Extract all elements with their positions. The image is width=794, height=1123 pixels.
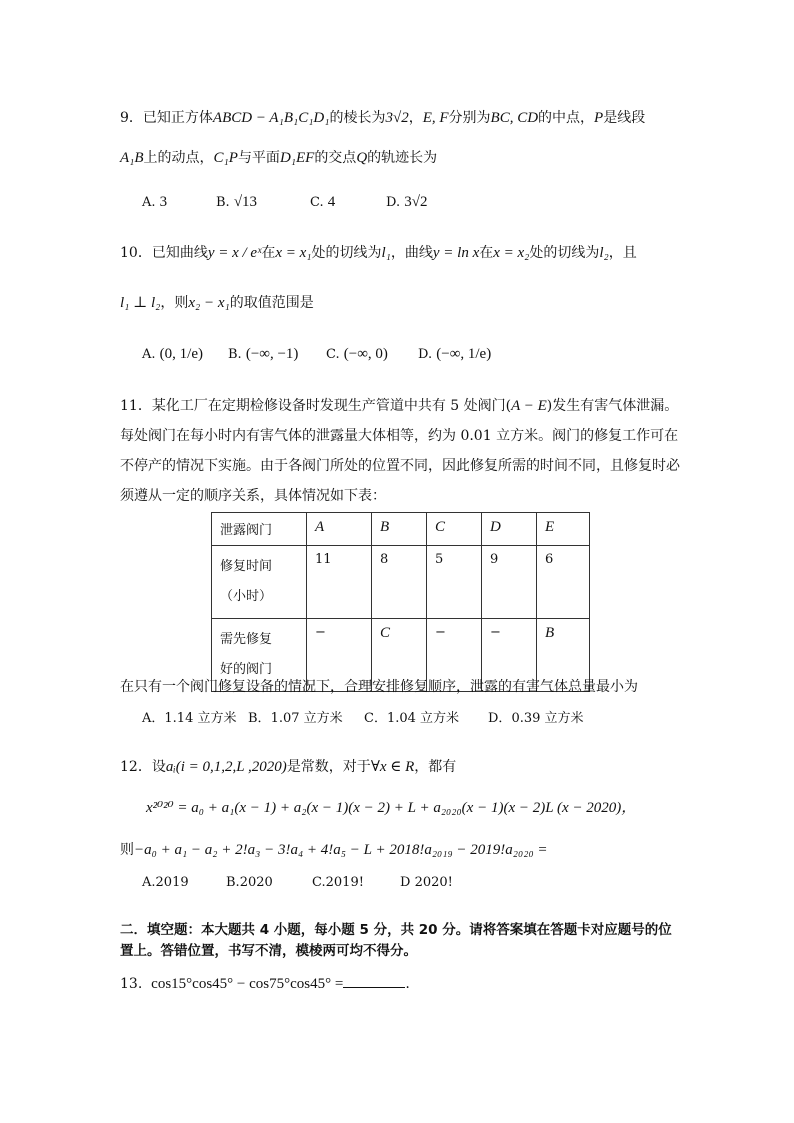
q10-text: 在 xyxy=(479,245,494,261)
q9-text: 是线段 xyxy=(603,110,646,126)
q11-line3: 不停产的情况下实施。由于各阀门所处的位置不同，因此修复所需的时间不同，且修复时必 xyxy=(120,458,680,474)
q10-x2: x = x₂ xyxy=(493,245,530,261)
q12-forall: ∀x ∈ R xyxy=(370,759,415,775)
q10-line2 xyxy=(120,293,314,313)
section2-title-line2: 置上。答错位置，书写不清，模棱两可均不得分。 xyxy=(120,943,417,959)
q11-line1 xyxy=(120,396,678,416)
cell-text: 需先修复 xyxy=(220,632,273,647)
q9-point-p: P xyxy=(594,110,604,126)
q9-edges: BC, CD xyxy=(490,110,539,126)
q10-option-b[interactable]: B. (−∞, −1) xyxy=(228,346,299,362)
q10-curve1: y = x / eˣ xyxy=(207,245,262,261)
q10-difference: x₂ − x₁ xyxy=(188,295,230,311)
q11-range: A − E xyxy=(511,398,547,414)
q12-expression: −a₀ + a₁ − a₂ + 2!a₃ − 3!a₄ + 4!a₅ − L + 2018!a₂₀₁₉ − 2019!a₂₀₂₀ = xyxy=(134,842,548,858)
q10-curve2: y = ln x xyxy=(432,245,480,261)
q12-expansion xyxy=(146,798,636,818)
table-header-cell: A xyxy=(307,513,372,546)
q10-option-d[interactable]: D. (−∞, 1/e) xyxy=(418,346,492,362)
q9-text: 上的动点， xyxy=(143,150,214,166)
q9-line1 xyxy=(120,108,645,128)
q12-option-b[interactable]: B.2020 xyxy=(226,875,273,890)
q10-number: 10．已知曲线 xyxy=(120,245,208,261)
q9-line-c1p: C₁P xyxy=(213,150,238,166)
table-header-cell: B xyxy=(372,513,427,546)
q9-cube: ABCD − A₁B₁C₁D₁ xyxy=(212,110,330,126)
q9-text: 与平面 xyxy=(237,150,280,166)
q11-valve-table xyxy=(211,512,590,692)
q12-coefficients: aᵢ(i = 0,1,2,L ,2020) xyxy=(165,759,287,775)
q13-period: . xyxy=(405,976,410,992)
q9-text: 的中点， xyxy=(538,110,595,126)
q10-text: ，曲线 xyxy=(390,245,433,261)
table-header-cell: E xyxy=(537,513,590,546)
q10-text: ，且 xyxy=(608,245,637,261)
table-cell: B xyxy=(537,619,590,692)
q11-option-c[interactable]: C．1.04 立方米 xyxy=(364,711,460,726)
q9-line2 xyxy=(120,148,437,168)
q11-text: 11．某化工厂在定期检修设备时发现生产管道中共有 5 处阀门( xyxy=(120,398,512,414)
table-header-cell: D xyxy=(482,513,537,546)
q10-text: 在 xyxy=(261,245,276,261)
q9-text: ， xyxy=(408,110,423,126)
q10-l1: l₁ xyxy=(381,245,391,261)
q12-line1 xyxy=(120,757,456,777)
q10-text: 处的切线为 xyxy=(529,245,600,261)
q11-text: )发生有害气体泄漏。 xyxy=(546,398,679,414)
q11-after-table: 在只有一个阀门修复设备的情况下，合理安排修复顺序，泄露的有害气体总量最小为 xyxy=(120,679,638,695)
q9-text: 的交点 xyxy=(314,150,357,166)
q10-options xyxy=(142,344,491,365)
q12-option-d[interactable]: D 2020! xyxy=(400,875,453,890)
q11-option-a[interactable]: A．1.14 立方米 xyxy=(142,711,237,726)
q10-x1: x = x₁ xyxy=(275,245,312,261)
q11-line2: 每处阀门在每小时内有害气体的泄露量大体相等，约为 0.01 立方米。阀门的修复工作可在 xyxy=(120,428,679,444)
q9-option-b[interactable]: B. √13 xyxy=(216,194,258,210)
table-row xyxy=(212,546,590,619)
q10-option-a[interactable]: A. (0, 1/e) xyxy=(142,346,203,362)
q9-options xyxy=(142,192,427,213)
q12-option-a[interactable]: A.2019 xyxy=(142,875,189,890)
table-cell: C xyxy=(372,619,427,692)
cell-text: 好的阀门 xyxy=(220,662,273,677)
q9-option-a[interactable]: A. 3 xyxy=(142,194,168,210)
q12-number: 12．设 xyxy=(120,759,166,775)
q10-line1 xyxy=(120,243,637,263)
q12-text: 是常数，对于 xyxy=(286,759,371,775)
table-cell: − xyxy=(482,619,537,692)
table-cell: − xyxy=(427,619,482,692)
cell-text: 修复时间 xyxy=(220,559,273,574)
q9-point-q: Q xyxy=(356,150,368,166)
q11-line4: 须遵从一定的顺序关系，具体情况如下表： xyxy=(120,488,386,504)
q12-line3 xyxy=(120,840,548,860)
q11-option-b[interactable]: B．1.07 立方米 xyxy=(248,711,343,726)
q13-expression: cos15°cos45° − cos75°cos45° = xyxy=(151,976,344,992)
q9-edge-length: 3√2 xyxy=(385,110,409,126)
q10-l2: l₂ xyxy=(599,245,609,261)
table-header-cell: 泄露阀门 xyxy=(212,513,307,546)
cell-text: （小时） xyxy=(220,589,273,604)
q13-answer-blank[interactable] xyxy=(343,973,405,988)
table-cell: 11 xyxy=(307,546,372,619)
table-row xyxy=(212,513,590,546)
q9-number: 9．已知正方体 xyxy=(120,110,213,126)
q9-option-c[interactable]: C. 4 xyxy=(310,194,336,210)
q12-text: 则 xyxy=(120,842,134,858)
table-cell: 6 xyxy=(537,546,590,619)
q10-text: ，则 xyxy=(160,295,189,311)
q13-number: 13. xyxy=(120,976,143,992)
q9-option-d[interactable]: D. 3√2 xyxy=(386,194,428,210)
table-cell: 9 xyxy=(482,546,537,619)
q12-text: ，都有 xyxy=(414,759,457,775)
q9-segment: A₁B xyxy=(120,150,144,166)
q9-text: 的棱长为 xyxy=(329,110,386,126)
section2-title-line1: 二．填空题：本大题共 4 小题，每小题 5 分，共 20 分。请将答案填在答题卡对应题号的位 xyxy=(120,922,672,938)
q11-options xyxy=(142,709,584,729)
q11-option-d[interactable]: D．0.39 立方米 xyxy=(488,711,584,726)
table-row-header xyxy=(212,546,307,619)
q12-expansion-formula: x²⁰²⁰ = a₀ + a₁(x − 1) + a₂(x − 1)(x − 2) + L + a₂₀₂₀(x − 1)(x − 2)L (x − 2020)， xyxy=(146,800,637,816)
q10-perpendicular: l₁ ⊥ l₂ xyxy=(120,295,161,311)
q12-option-c[interactable]: C.2019! xyxy=(312,875,364,890)
q10-text: 处的切线为 xyxy=(311,245,382,261)
q9-text: 的轨迹长为 xyxy=(367,150,438,166)
q10-option-c[interactable]: C. (−∞, 0) xyxy=(326,346,388,362)
q9-points-ef: E, F xyxy=(422,110,449,126)
q9-plane: D₁EF xyxy=(279,150,315,166)
table-cell: − xyxy=(307,619,372,692)
table-header-cell: C xyxy=(427,513,482,546)
table-cell: 8 xyxy=(372,546,427,619)
q10-text: 的取值范围是 xyxy=(229,295,314,311)
q12-options xyxy=(142,873,453,893)
table-cell: 5 xyxy=(427,546,482,619)
q13-line xyxy=(120,973,410,994)
q9-text: 分别为 xyxy=(448,110,491,126)
